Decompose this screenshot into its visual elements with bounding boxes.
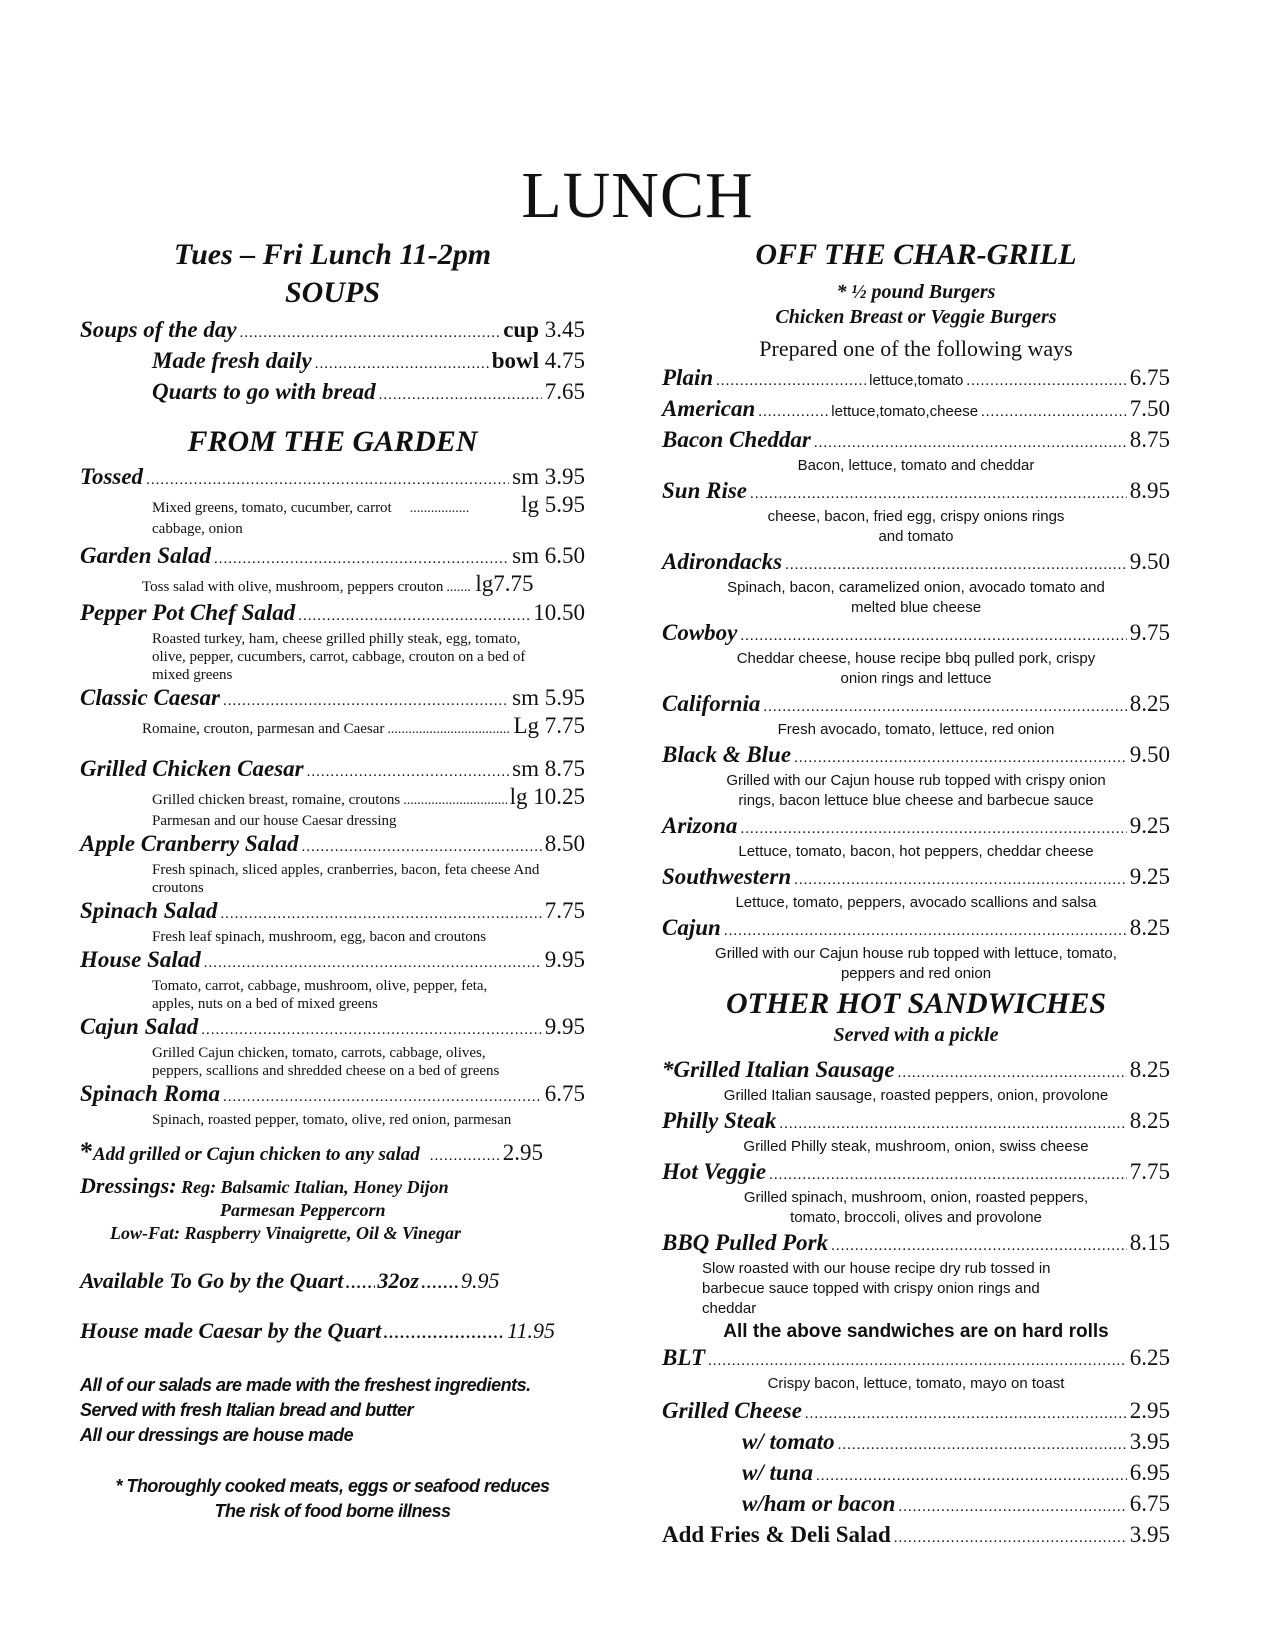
right-column: [662, 236, 1170, 1552]
item-description: barbecue sauce topped with crispy onion rings and: [702, 1280, 1040, 1297]
item-price: 3.95: [1129, 1522, 1170, 1547]
item-description: [142, 573, 585, 599]
item-price: 6.75: [1129, 1491, 1170, 1516]
hot-sandwiches-heading: OTHER HOT SANDWICHES: [725, 987, 1107, 1020]
item-name: House Salad: [80, 947, 201, 972]
item-name: Arizona: [662, 813, 738, 838]
item-description: Grilled with our Cajun house rub topped with lettuce, tomato,: [715, 945, 1117, 962]
item-price: 7.50: [1129, 396, 1170, 421]
note-line: All of our salads are made with the freshest ingredients.: [80, 1375, 531, 1395]
hours-heading: Tues – Fri Lunch 11-2pm: [173, 238, 492, 271]
burgers-line: * ½ pound Burgers: [836, 281, 996, 303]
menu-item: [662, 619, 1170, 650]
item-name: Sun Rise: [662, 478, 748, 503]
burger-list: [662, 426, 1170, 983]
asterisk: *: [80, 1137, 93, 1166]
menu-item: [662, 1344, 1170, 1375]
hard-rolls-note: All the above sandwiches are on hard rolls: [723, 1321, 1109, 1342]
item-name: Classic Caesar: [80, 685, 220, 710]
item-size: sm: [512, 685, 539, 710]
item-name: Bacon Cheddar: [662, 427, 811, 452]
item-description: Grilled Philly steak, mushroom, onion, swiss cheese: [743, 1138, 1089, 1155]
dressings-regular: Reg: Balsamic Italian, Honey Dijon: [181, 1177, 449, 1197]
item-description: Parmesan and our house Caesar dressing: [152, 813, 397, 829]
item-name: Tossed: [80, 464, 144, 489]
menu-item: [80, 463, 585, 494]
item-size: sm: [512, 464, 539, 489]
item-price: 7.75: [544, 898, 585, 923]
item-price: 6.75: [544, 1081, 585, 1106]
item-description: Fresh avocado, tomato, lettuce, red onion: [777, 721, 1055, 738]
note-line: Served with fresh Italian bread and butter: [80, 1400, 414, 1420]
item-price: 9.75: [1129, 620, 1170, 645]
menu-item: [80, 830, 585, 861]
desc-text: Toss salad with olive, mushroom, peppers crouton: [142, 579, 444, 595]
desc-text: Mixed greens, tomato, cucumber, carrot: [152, 500, 392, 516]
item-name: Grilled Cheese: [662, 1398, 802, 1423]
item-description: Bacon, lettuce, tomato and cheddar: [797, 457, 1035, 474]
item-price: 8.50: [544, 831, 585, 856]
item-name: w/ tomato: [742, 1429, 835, 1454]
item-description: cheese, bacon, fried egg, crispy onions rings: [767, 508, 1065, 525]
item-description: Slow roasted with our house recipe dry rub tossed in: [702, 1260, 1051, 1277]
menu-item: [662, 548, 1170, 579]
warning-line: The risk of food borne illness: [214, 1501, 451, 1521]
item-description: melted blue cheese: [850, 599, 982, 616]
item-toppings: lettuce,tomato,cheese: [831, 403, 979, 420]
menu-item: [80, 897, 585, 928]
menu-item: [80, 1013, 585, 1044]
warning-line: * Thoroughly cooked meats, eggs or seafood reduces: [115, 1476, 550, 1496]
item-price: 9.50: [1129, 742, 1170, 767]
note-line: All our dressings are house made: [80, 1425, 354, 1445]
item-size: cup: [503, 317, 539, 342]
item-description: and tomato: [878, 528, 954, 545]
hot-sandwiches-sub: Served with a pickle: [833, 1024, 999, 1046]
item-name: Pepper Pot Chef Salad: [80, 600, 296, 625]
menu-item: [662, 690, 1170, 721]
item-price: 7.75: [1129, 1159, 1170, 1184]
item-price: 7.65: [544, 379, 585, 404]
item-description: [152, 786, 585, 812]
menu-item: [662, 1229, 1170, 1260]
item-description: Spinach, bacon, caramelized onion, avocado tomato and: [727, 579, 1105, 596]
menu-item-option: [742, 1490, 1170, 1521]
item-price: 6.50: [544, 543, 585, 568]
menu-item: [152, 347, 585, 378]
desc-text: Grilled chicken breast, romaine, croutons: [152, 792, 401, 808]
food-warning: [80, 1474, 585, 1524]
menu-item: [80, 946, 585, 977]
grill-heading: OFF THE CHAR-GRILL: [755, 238, 1077, 271]
item-name: Southwestern: [662, 864, 792, 889]
item-name: Spinach Salad: [80, 898, 218, 923]
desc-text: Romaine, crouton, parmesan and Caesar: [142, 721, 385, 737]
item-price: 3.95: [1129, 1429, 1170, 1454]
soups-heading: SOUPS: [284, 276, 381, 309]
menu-item-option: [742, 1459, 1170, 1490]
item-price: 3.95: [544, 464, 585, 489]
item-name: Soups of the day: [80, 317, 237, 342]
item-price: 3.45: [544, 317, 585, 342]
item-description: Lettuce, tomato, bacon, hot peppers, cheddar cheese: [738, 843, 1094, 860]
item-description: Cheddar cheese, house recipe bbq pulled pork, crispy: [736, 650, 1096, 667]
menu-item: [662, 426, 1170, 457]
item-description: Grilled spinach, mushroom, onion, roasted peppers,: [743, 1189, 1089, 1206]
menu-item: [662, 812, 1170, 843]
item-description: Grilled Italian sausage, roasted peppers, onion, provolone: [723, 1087, 1109, 1104]
dressings: [80, 1174, 585, 1199]
item-name: Available To Go by the Quart: [80, 1268, 344, 1293]
menu-item: [662, 1397, 1170, 1428]
menu-item: [80, 316, 585, 347]
item-description: [152, 494, 585, 520]
item-name: w/ham or bacon: [742, 1491, 896, 1516]
menu-item-option: [742, 1428, 1170, 1459]
item-large-price: lg 5.95: [521, 492, 585, 517]
item-name: *Grilled Italian Sausage: [662, 1057, 895, 1082]
add-chicken-row: [80, 1139, 585, 1170]
burgers-line: Chicken Breast or Veggie Burgers: [775, 306, 1057, 328]
item-description: Grilled with our Cajun house rub topped with crispy onion: [726, 772, 1106, 789]
dressings-label: Dressings:: [80, 1173, 177, 1198]
item-price: 9.50: [1129, 549, 1170, 574]
item-name: Grilled Chicken Caesar: [80, 756, 304, 781]
item-description: Grilled Cajun chicken, tomato, carrots, cabbage, olives, peppers, scallions and shredded cheese on a bed of greens: [152, 1045, 500, 1079]
item-name: Apple Cranberry Salad: [80, 831, 299, 856]
item-name: California: [662, 691, 761, 716]
menu-item: [662, 1158, 1170, 1189]
item-name: Adirondacks: [662, 549, 783, 574]
garden-heading: FROM THE GARDEN: [187, 425, 478, 458]
prepared-line: Prepared one of the following ways: [759, 336, 1073, 361]
item-name: Spinach Roma: [80, 1081, 220, 1106]
menu-item: [80, 542, 585, 573]
item-name: Made fresh daily: [152, 348, 312, 373]
menu-item: [662, 364, 1170, 395]
item-large-price: lg 10.25: [509, 784, 585, 809]
menu-item: [662, 741, 1170, 772]
item-price: 8.25: [1129, 1057, 1170, 1082]
item-price: 5.95: [544, 685, 585, 710]
item-price: 8.15: [1129, 1230, 1170, 1255]
item-price: 11.95: [507, 1318, 555, 1343]
item-price: 8.25: [1129, 915, 1170, 940]
item-name: American: [662, 396, 756, 421]
item-price: 2.95: [502, 1140, 543, 1165]
item-name: Garden Salad: [80, 543, 211, 568]
item-large-price: lg7.75: [475, 571, 534, 596]
item-price: 6.95: [1129, 1460, 1170, 1485]
item-name: BLT: [662, 1345, 706, 1370]
item-description: onion rings and lettuce: [840, 670, 992, 687]
item-name: w/ tuna: [742, 1460, 813, 1485]
dressings-lowfat: Low-Fat: Raspberry Vinaigrette, Oil & Vinegar: [110, 1223, 462, 1243]
menu-item: [80, 1080, 585, 1111]
page-title: LUNCH: [521, 159, 754, 232]
item-description: Lettuce, tomato, peppers, avocado scallions and salsa: [735, 894, 1097, 911]
dressings-regular-2: Parmesan Peppercorn: [220, 1200, 386, 1220]
item-name: Cowboy: [662, 620, 738, 645]
menu-item: [80, 684, 585, 715]
item-size: sm: [512, 756, 539, 781]
item-name: Black & Blue: [662, 742, 792, 767]
item-price: 9.25: [1129, 864, 1170, 889]
item-description: peppers and red onion: [840, 965, 992, 982]
menu-item: [662, 863, 1170, 894]
item-name: Cajun: [662, 915, 721, 940]
item-description: Spinach, roasted pepper, tomato, olive, red onion, parmesan: [152, 1112, 512, 1128]
item-description: rings, bacon lettuce blue cheese and barbecue sauce: [738, 792, 1094, 809]
item-price: 2.95: [1129, 1398, 1170, 1423]
menu-item: [152, 378, 585, 409]
item-description: [142, 715, 585, 741]
item-name: Philly Steak: [662, 1108, 777, 1133]
item-price: 9.95: [544, 947, 585, 972]
item-price: 6.75: [1129, 365, 1170, 390]
item-description: cheddar: [702, 1300, 757, 1317]
left-column: [80, 236, 585, 1524]
item-toppings: lettuce,tomato: [869, 372, 964, 389]
item-description: cabbage, onion: [152, 521, 243, 537]
item-price: 9.95: [460, 1268, 500, 1293]
caesar-quart: [80, 1317, 555, 1345]
menu-item: [662, 1056, 1170, 1087]
item-name: Add Fries & Deli Salad: [662, 1522, 891, 1547]
item-size: 32oz: [377, 1268, 419, 1293]
item-price: 8.75: [1129, 427, 1170, 452]
item-price: 8.25: [1129, 691, 1170, 716]
item-price: 4.75: [544, 348, 585, 373]
item-large-price: Lg 7.75: [513, 713, 585, 738]
item-size: bowl: [491, 348, 539, 373]
menu-item: [662, 395, 1170, 426]
menu-item: [80, 599, 585, 630]
item-size: sm: [512, 543, 539, 568]
item-name: Hot Veggie: [662, 1159, 767, 1184]
menu-item: [80, 755, 585, 786]
item-price: 6.25: [1129, 1345, 1170, 1370]
menu-item: [662, 477, 1170, 508]
item-name: House made Caesar by the Quart: [80, 1318, 382, 1343]
notes: [80, 1373, 585, 1448]
item-description: Crispy bacon, lettuce, tomato, mayo on toast: [767, 1375, 1065, 1392]
item-description: Fresh spinach, sliced apples, cranberries, bacon, feta cheese And croutons: [152, 862, 540, 896]
item-name: Quarts to go with bread: [152, 379, 376, 404]
item-description: Fresh leaf spinach, mushroom, egg, bacon and croutons: [152, 929, 487, 945]
item-description: tomato, broccoli, olives and provolone: [790, 1209, 1042, 1226]
item-price: 8.95: [1129, 478, 1170, 503]
item-price: 10.50: [533, 600, 585, 625]
menu-item: [662, 1107, 1170, 1138]
item-price: 9.95: [544, 1014, 585, 1039]
item-description: Roasted turkey, ham, cheese grilled philly steak, egg, tomato, olive, pepper, cucumbers, carrot, cabbage, crouton on a bed of mixed greens: [152, 631, 526, 683]
item-price: 8.75: [544, 756, 585, 781]
item-name: Add grilled or Cajun chicken to any salad: [93, 1144, 420, 1165]
to-go-quart: [80, 1267, 550, 1295]
item-price: 9.25: [1129, 813, 1170, 838]
menu-item: [662, 1521, 1170, 1552]
menu-item: [662, 914, 1170, 945]
item-price: 8.25: [1129, 1108, 1170, 1133]
item-name: Plain: [662, 365, 714, 390]
item-description: Tomato, carrot, cabbage, mushroom, olive, pepper, feta, apples, nuts on a bed of mixed greens: [152, 978, 488, 1012]
item-name: Cajun Salad: [80, 1014, 199, 1039]
item-name: BBQ Pulled Pork: [662, 1230, 829, 1255]
